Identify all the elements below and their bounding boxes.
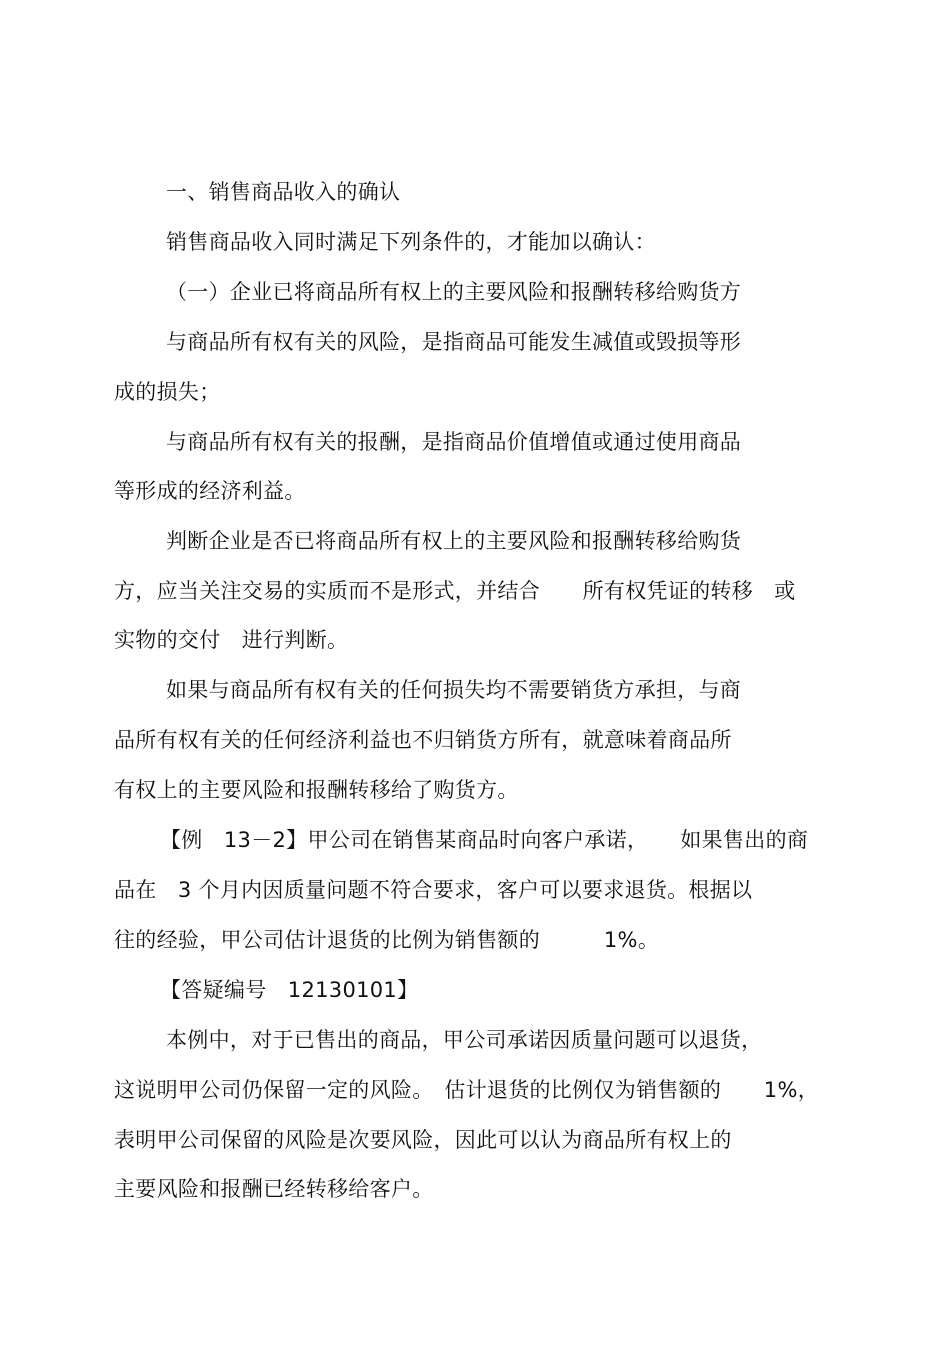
paragraph-line: 品所有权有关的任何经济利益也不归销货方所有，就意味着商品所 bbox=[114, 728, 732, 752]
paragraph-line: 实物的交付 进行判断。 bbox=[114, 628, 349, 652]
paragraph-line: 与商品所有权有关的风险，是指商品可能发生减值或毁损等形 bbox=[166, 330, 742, 354]
example-line: 往的经验，甲公司估计退货的比例为销售额的 1%。 bbox=[114, 928, 660, 952]
subsection-heading: （一）企业已将商品所有权上的主要风险和报酬转移给购货方 bbox=[166, 280, 742, 304]
paragraph-line: 销售商品收入同时满足下列条件的，才能加以确认： bbox=[166, 230, 656, 254]
paragraph-line: 有权上的主要风险和报酬转移给了购货方。 bbox=[114, 778, 519, 802]
paragraph-line: 表明甲公司保留的风险是次要风险，因此可以认为商品所有权上的 bbox=[114, 1128, 732, 1152]
reference-number: 【答疑编号 12130101】 bbox=[160, 978, 419, 1002]
paragraph-line: 等形成的经济利益。 bbox=[114, 479, 306, 503]
paragraph-line: 主要风险和报酬已经转移给客户。 bbox=[114, 1177, 434, 1201]
paragraph-line: 与商品所有权有关的报酬，是指商品价值增值或通过使用商品 bbox=[166, 430, 742, 454]
paragraph-line: 本例中，对于已售出的商品，甲公司承诺因质量问题可以退货， bbox=[166, 1028, 763, 1052]
paragraph-line: 这说明甲公司仍保留一定的风险。 估计退货的比例仅为销售额的 1%， bbox=[114, 1078, 820, 1102]
paragraph-line: 成的损失； bbox=[114, 380, 221, 404]
paragraph-line: 方，应当关注交易的实质而不是形式，并结合 所有权凭证的转移 或 bbox=[114, 579, 796, 603]
example-line: 品在 3 个月内因质量问题不符合要求，客户可以要求退货。根据以 bbox=[114, 878, 753, 902]
example-line: 【例 13－2】甲公司在销售某商品时向客户承诺， 如果售出的商 bbox=[160, 828, 809, 852]
paragraph-line: 如果与商品所有权有关的任何损失均不需要销货方承担，与商 bbox=[166, 678, 742, 702]
section-heading: 一、销售商品收入的确认 bbox=[166, 180, 401, 204]
paragraph-line: 判断企业是否已将商品所有权上的主要风险和报酬转移给购货 bbox=[166, 529, 742, 553]
